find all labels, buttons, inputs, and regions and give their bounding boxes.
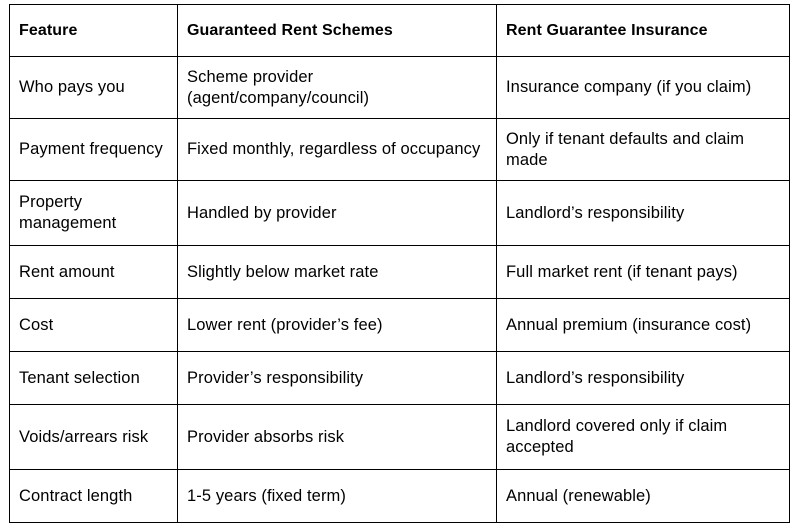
header-rent-guarantee-insurance: Rent Guarantee Insurance xyxy=(497,5,790,57)
table-row xyxy=(10,352,790,405)
schemes-cell: Provider absorbs risk xyxy=(178,405,497,470)
table-row xyxy=(10,405,790,470)
schemes-cell: Provider’s responsibility xyxy=(178,352,497,405)
table-row xyxy=(10,470,790,523)
insurance-cell: Landlord’s responsibility xyxy=(497,352,790,405)
insurance-cell: Insurance company (if you claim) xyxy=(497,57,790,119)
insurance-cell: Only if tenant defaults and claim made xyxy=(497,119,790,181)
table-row xyxy=(10,299,790,352)
insurance-cell: Full market rent (if tenant pays) xyxy=(497,246,790,299)
schemes-cell: Fixed monthly, regardless of occupancy xyxy=(178,119,497,181)
insurance-cell: Landlord covered only if claim accepted xyxy=(497,405,790,470)
insurance-cell: Annual (renewable) xyxy=(497,470,790,523)
schemes-cell: 1-5 years (fixed term) xyxy=(178,470,497,523)
feature-cell: Payment frequency xyxy=(10,119,178,181)
table-row xyxy=(10,181,790,246)
feature-cell: Tenant selection xyxy=(10,352,178,405)
schemes-cell: Scheme provider (agent/company/council) xyxy=(178,57,497,119)
header-row xyxy=(10,5,790,57)
feature-cell: Property management xyxy=(10,181,178,246)
feature-cell: Rent amount xyxy=(10,246,178,299)
header-guaranteed-rent-schemes: Guaranteed Rent Schemes xyxy=(178,5,497,57)
insurance-cell: Annual premium (insurance cost) xyxy=(497,299,790,352)
insurance-cell: Landlord’s responsibility xyxy=(497,181,790,246)
schemes-cell: Lower rent (provider’s fee) xyxy=(178,299,497,352)
table-row xyxy=(10,246,790,299)
feature-cell: Contract length xyxy=(10,470,178,523)
feature-cell: Who pays you xyxy=(10,57,178,119)
table-row xyxy=(10,119,790,181)
schemes-cell: Handled by provider xyxy=(178,181,497,246)
comparison-table xyxy=(9,4,790,523)
feature-cell: Voids/arrears risk xyxy=(10,405,178,470)
header-feature: Feature xyxy=(10,5,178,57)
feature-cell: Cost xyxy=(10,299,178,352)
table-row xyxy=(10,57,790,119)
schemes-cell: Slightly below market rate xyxy=(178,246,497,299)
